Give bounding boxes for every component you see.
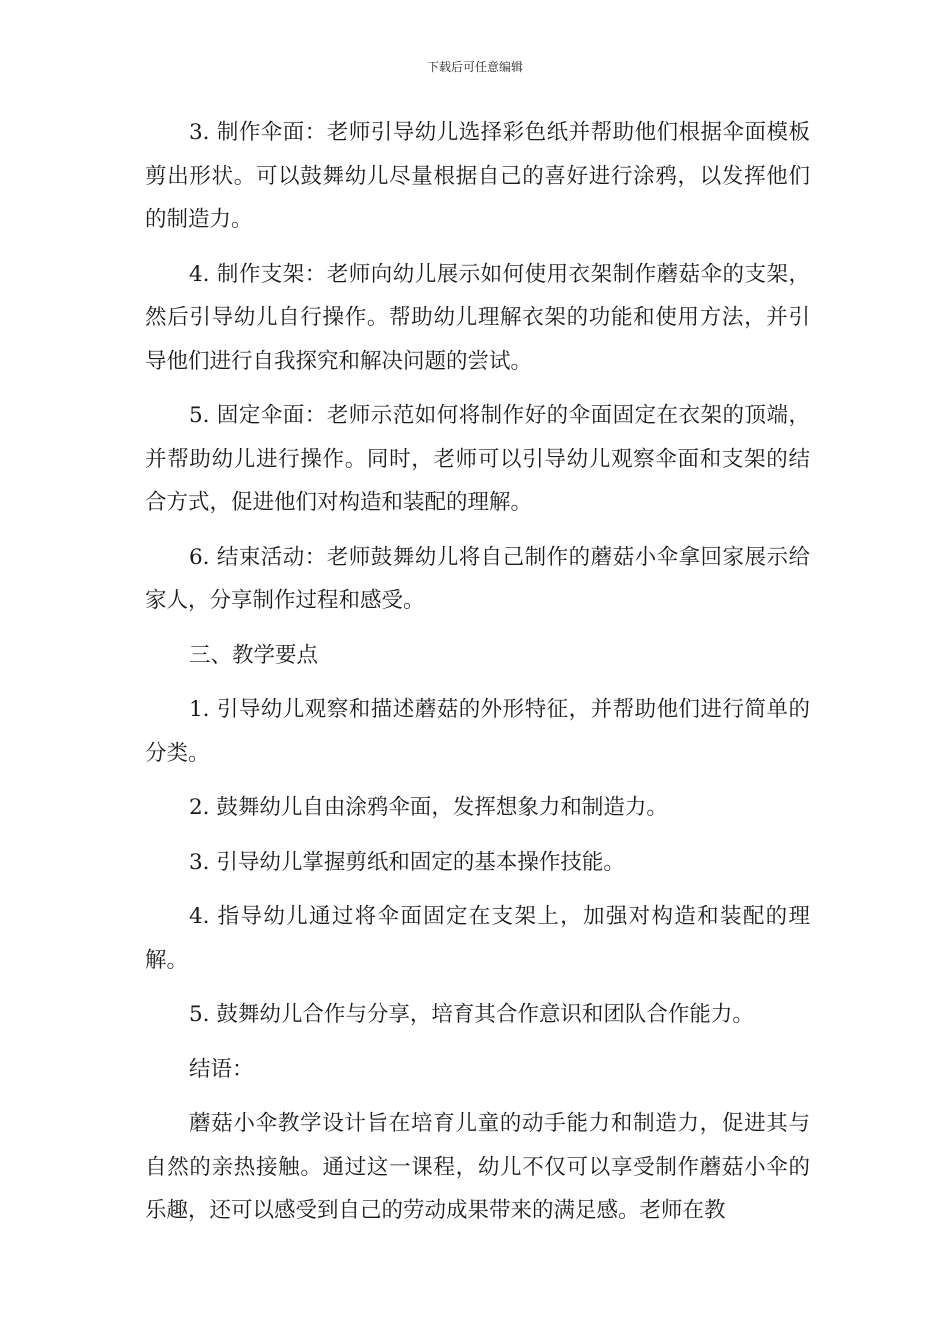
document-body [145, 111, 810, 1244]
paragraph-step-3: 3. 制作伞面：老师引导幼儿选择彩色纸并帮助他们根据伞面模板剪出形状。可以鼓舞幼儿尽量根据自己的喜好进行涂鸦，以发挥他们的制造力。 [145, 120, 810, 232]
section-heading-teaching-points: 三、教学要点 [189, 642, 319, 668]
teaching-point-3: 3. 引导幼儿掌握剪纸和固定的基本操作技能。 [189, 849, 625, 875]
conclusion-heading: 结语： [189, 1056, 254, 1082]
teaching-point-2: 2. 鼓舞幼儿自由涂鸦伞面，发挥想象力和制造力。 [189, 795, 668, 820]
page-header: 下载后可任意编辑 [426, 60, 523, 74]
paragraph-step-5: 5. 固定伞面：老师示范如何将制作好的伞面固定在衣架的顶端，并帮助幼儿进行操作。同时，老师可以引导幼儿观察伞面和支架的结合方式，促进他们对构造和装配的理解。 [145, 403, 810, 515]
teaching-point-4: 4. 指导幼儿通过将伞面固定在支架上，加强对构造和装配的理解。 [145, 904, 810, 973]
teaching-point-5: 5. 鼓舞幼儿合作与分享，培育其合作意识和团队合作能力。 [189, 1002, 754, 1027]
paragraph-step-6: 6. 结束活动：老师鼓舞幼儿将自己制作的蘑菇小伞拿回家展示给家人，分享制作过程和感受。 [145, 544, 810, 613]
teaching-point-1: 1. 引导幼儿观察和描述蘑菇的外形特征，并帮助他们进行简单的分类。 [145, 697, 810, 766]
paragraph-step-4: 4. 制作支架：老师向幼儿展示如何使用衣架制作蘑菇伞的支架，然后引导幼儿自行操作。帮助幼儿理解衣架的功能和使用方法，并引导他们进行自我探究和解决问题的尝试。 [145, 261, 810, 374]
conclusion-paragraph: 蘑菇小伞教学设计旨在培育儿童的动手能力和制造力，促进其与自然的亲热接触。通过这一课程，幼儿不仅可以享受制作蘑菇小伞的乐趣，还可以感受到自己的劳动成果带来的满足感。老师在教 [145, 1111, 810, 1223]
